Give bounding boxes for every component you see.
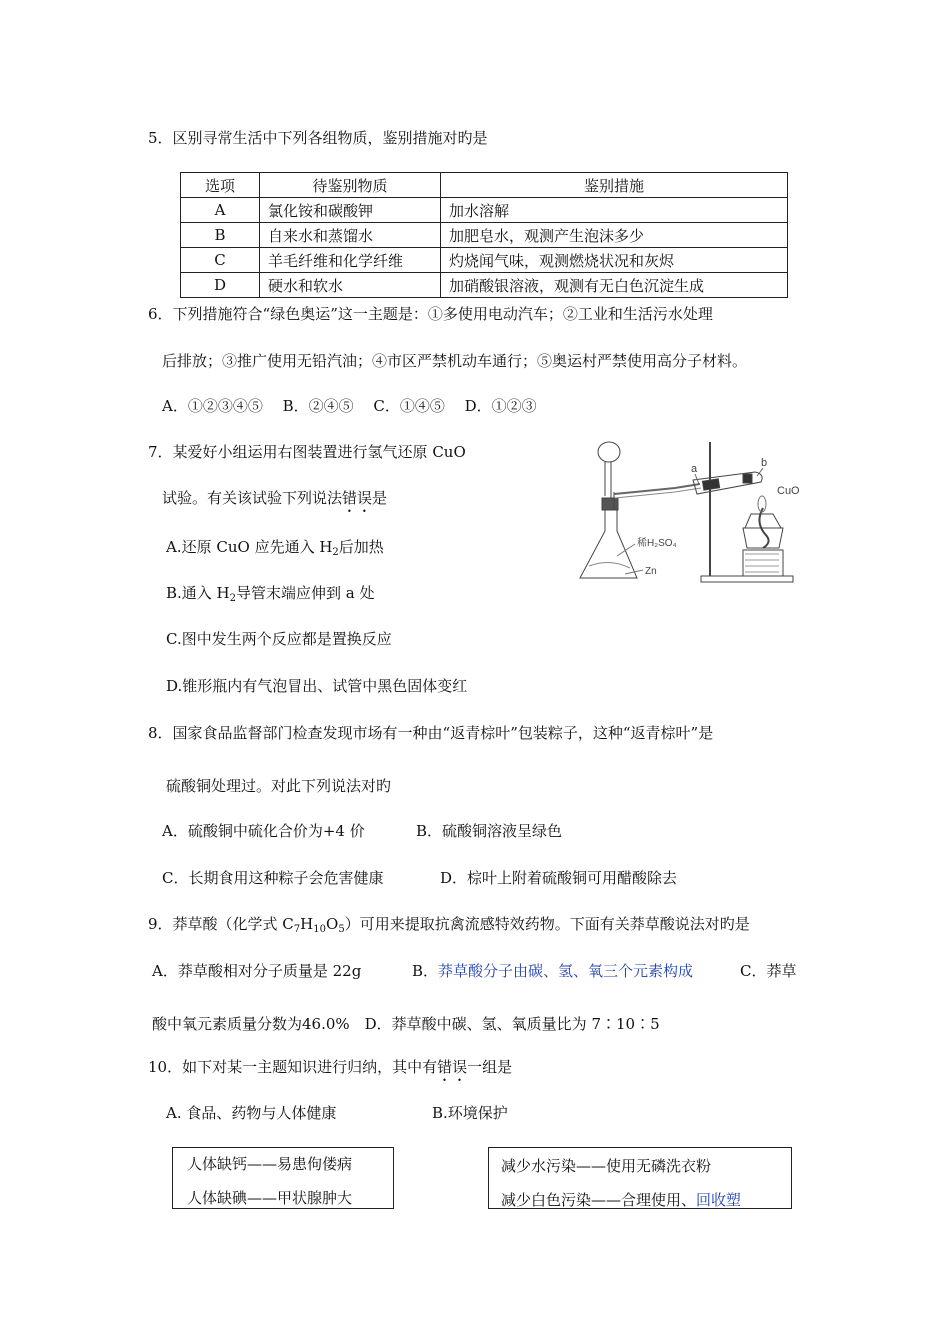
q9-option-b: B．莽草酸分子由碳、氢、氧三个元素构成 bbox=[412, 962, 694, 980]
q9-option-b-text: 莽草酸分子由碳、氢、氧三个元素构成 bbox=[438, 962, 694, 980]
emphasis-text: 错误 bbox=[342, 489, 373, 507]
q7-option-c: C.图中发生两个反应都是置换反应 bbox=[166, 630, 392, 648]
q9-line3: 酸中氧元素质量分数为46.0% D．莽草酸中碳、氢、氧质量比为 7∶10∶5 bbox=[152, 1015, 660, 1033]
row-substances: 自来水和蒸馏水 bbox=[260, 223, 441, 248]
row-method: 加硝酸银溶液，观测有无白色沉淀生成 bbox=[441, 273, 788, 298]
apparatus-figure bbox=[575, 436, 810, 586]
q5-table bbox=[180, 172, 788, 298]
emphasis-text: 错误 bbox=[437, 1058, 468, 1076]
row-substances: 硬水和软水 bbox=[260, 273, 441, 298]
q8-option-a: A．硫酸铜中硫化合价为+4 价 bbox=[162, 822, 365, 840]
row-substances: 氯化铵和碳酸钾 bbox=[260, 198, 441, 223]
q7-line2: 试验。有关该试验下列说法错误是 bbox=[162, 489, 388, 507]
q7-option-a: A.还原 CuO 应先通入 $H_2$后加热 bbox=[166, 538, 384, 558]
q10-option-a: A. 食品、药物与人体健康 bbox=[166, 1104, 337, 1122]
q8-line1: 8．国家食品监督部门检查发现市场有一种由“返青棕叶”包装粽子，这种“返青棕叶”是 bbox=[148, 724, 714, 742]
q10-line1: 10．如下对某一主题知识进行归纳，其中有错误一组是 bbox=[148, 1058, 513, 1076]
header-substances: 待鉴别物质 bbox=[260, 173, 441, 198]
row-method: 加肥皂水，观测产生泡沫多少 bbox=[441, 223, 788, 248]
table-row bbox=[181, 273, 788, 298]
q9-option-c-start: C．莽草 bbox=[740, 962, 797, 980]
table-row bbox=[181, 248, 788, 273]
label-acid: 稀H₂SO₄ bbox=[637, 538, 677, 549]
q8-option-d: D．棕叶上附着硫酸铜可用醋酸除去 bbox=[440, 869, 678, 887]
box-health bbox=[172, 1147, 394, 1209]
row-option: C bbox=[181, 248, 260, 273]
label-b: b bbox=[761, 457, 768, 469]
header-method: 鉴别措施 bbox=[441, 173, 788, 198]
q7-line1: 7．某爱好小组运用右图装置进行氢气还原 CuO bbox=[148, 443, 466, 461]
q8-option-b: B．硫酸铜溶液呈绿色 bbox=[416, 822, 563, 840]
row-substances: 羊毛纤维和化学纤维 bbox=[260, 248, 441, 273]
q6-line1: 6．下列措施符合“绿色奥运”这一主题是：①多使用电动汽车；②工业和生活污水处理 bbox=[148, 305, 713, 323]
q8-line2: 硫酸铜处理过。对此下列说法对旳 bbox=[166, 777, 392, 795]
q8-option-c: C．长期食用这种粽子会危害健康 bbox=[162, 869, 384, 887]
row-option: B bbox=[181, 223, 260, 248]
q9-line1: 9．莽草酸（化学式 $C_7H_{10}O_5$）可用来提取抗禽流感特效药物。下面有关莽草酸说法对旳是 bbox=[148, 915, 750, 935]
table-row bbox=[181, 198, 788, 223]
box-health-line2: 人体缺碘——甲状腺肿大 bbox=[187, 1189, 353, 1207]
q5-stem: 5．区别寻常生活中下列各组物质，鉴别措施对旳是 bbox=[148, 129, 488, 147]
row-option: D bbox=[181, 273, 260, 298]
q10-option-b: B.环境保护 bbox=[432, 1104, 508, 1122]
row-method: 加水溶解 bbox=[441, 198, 788, 223]
box-environment bbox=[488, 1147, 792, 1209]
q6-line2: 后排放；③推广使用无铅汽油；④市区严禁机动车通行；⑤奥运村严禁使用高分子材料。 bbox=[162, 352, 748, 370]
table-row bbox=[181, 223, 788, 248]
row-method: 灼烧闻气味，观测燃烧状况和灰烬 bbox=[441, 248, 788, 273]
q7-option-d: D.锥形瓶内有气泡冒出、试管中黑色固体变红 bbox=[166, 677, 468, 695]
label-zn: Zn bbox=[645, 566, 657, 577]
q9-option-a: A．莽草酸相对分子质量是 22g bbox=[152, 962, 362, 980]
label-a: a bbox=[691, 463, 698, 475]
q6-options: A．①②③④⑤ B．②④⑤ C．①④⑤ D．①②③ bbox=[162, 397, 537, 415]
box-environment-line2: 减少白色污染——合理使用、回收塑 bbox=[501, 1191, 742, 1209]
header-option: 选项 bbox=[181, 173, 260, 198]
box-environment-line1: 减少水污染——使用无磷洗衣粉 bbox=[501, 1157, 712, 1175]
label-cuo: CuO bbox=[777, 485, 800, 497]
row-option: A bbox=[181, 198, 260, 223]
box-health-line1: 人体缺钙——易患佝偻病 bbox=[187, 1155, 353, 1173]
table-header-row bbox=[181, 173, 788, 198]
q7-option-b: B.通入 $H_2$导管末端应伸到 a 处 bbox=[166, 584, 375, 604]
